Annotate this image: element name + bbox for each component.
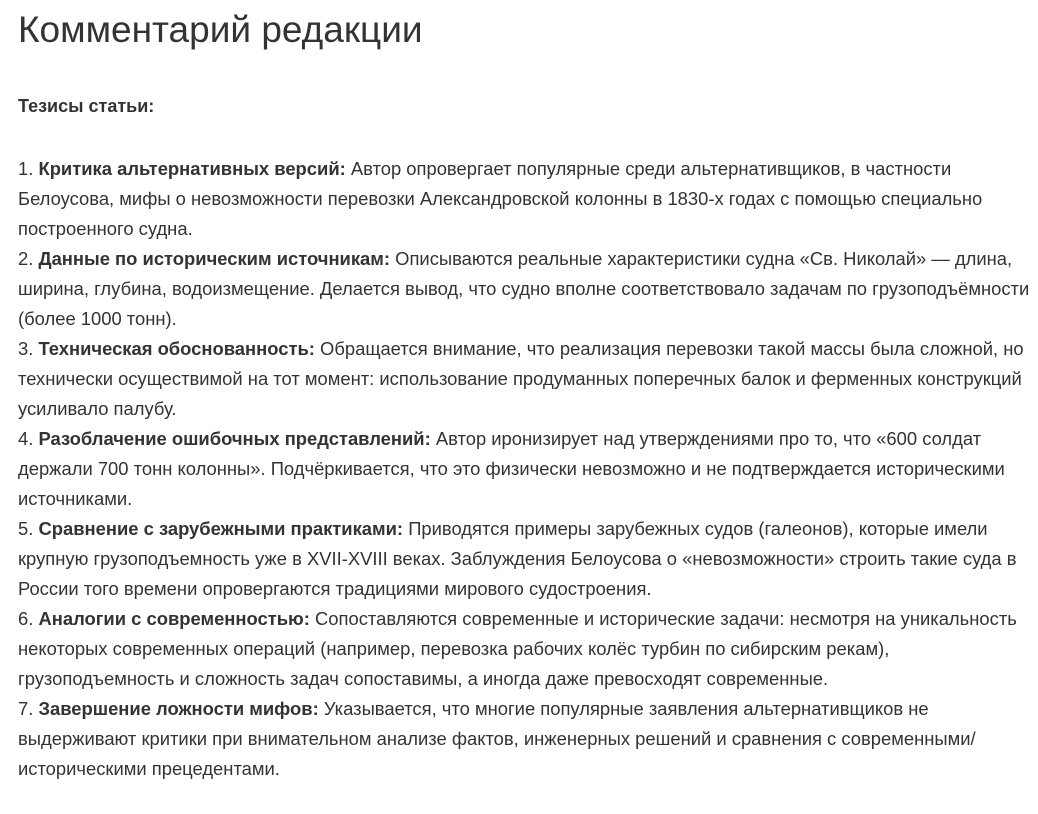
thesis-item <box>18 334 1030 424</box>
thesis-list <box>18 154 1030 784</box>
thesis-text: Обращается внимание, что реализация перевозки такой массы была сложной, но технически осуществимой на тот момент: использование продуманных поперечных балок и ферменных конструкций усиливало палубу. <box>18 338 1024 419</box>
thesis-number: 6. <box>18 608 34 629</box>
thesis-item <box>18 244 1030 334</box>
thesis-item <box>18 154 1030 244</box>
thesis-term: Критика альтернативных версий: <box>38 158 346 179</box>
thesis-item <box>18 514 1030 604</box>
thesis-item <box>18 694 1030 784</box>
thesis-number: 3. <box>18 338 34 359</box>
thesis-number: 2. <box>18 248 34 269</box>
thesis-term: Техническая обоснованность: <box>38 338 315 359</box>
thesis-term: Разоблачение ошибочных представлений: <box>38 428 431 449</box>
thesis-number: 4. <box>18 428 34 449</box>
thesis-text: Указывается, что многие популярные заявления альтернативщиков не выдерживают критики при внимательном анализе фактов, инженерных решений и сравнения с современными/историческими прецедентами. <box>18 698 976 779</box>
section-subtitle: Тезисы статьи: <box>18 96 155 116</box>
thesis-term: Сравнение с зарубежными практиками: <box>38 518 404 539</box>
thesis-item <box>18 424 1030 514</box>
thesis-text: Приводятся примеры зарубежных судов (галеонов), которые имели крупную грузоподъемность уже в XVII-XVIII веках. Заблуждения Белоусова о «невозможности» строить такие суда в России того времени опровергаются традициями мирового судостроения. <box>18 518 1017 599</box>
editorial-comment <box>18 0 1030 784</box>
thesis-number: 5. <box>18 518 34 539</box>
thesis-number: 1. <box>18 158 34 179</box>
thesis-term: Данные по историческим источникам: <box>38 248 391 269</box>
thesis-number: 7. <box>18 698 34 719</box>
thesis-text: Сопоставляются современные и исторические задачи: несмотря на уникальность некоторых современных операций (например, перевозка рабочих колёс турбин по сибирским рекам), грузоподъемность и сложность задач сопоставимы, а иногда даже превосходят современные. <box>18 608 1017 689</box>
thesis-term: Завершение ложности мифов: <box>38 698 319 719</box>
page-title: Комментарий редакции <box>18 9 423 50</box>
thesis-text: Описываются реальные характеристики судна «Св. Николай» — длина, ширина, глубина, водоизмещение. Делается вывод, что судно вполне соответствовало задачам по грузоподъёмности (более 1000 тонн). <box>18 248 1030 329</box>
thesis-item <box>18 604 1030 694</box>
thesis-term: Аналогии с современностью: <box>38 608 310 629</box>
thesis-text: Автор иронизирует над утверждениями про то, что «600 солдат держали 700 тонн колонны». Подчёркивается, что это физически невозможно и не подтверждается историческими источниками. <box>18 428 1005 509</box>
thesis-text: Автор опровергает популярные среди альтернативщиков, в частности Белоусова, мифы о невозможности перевозки Александровской колонны в 1830-х годах с помощью специально построенного судна. <box>18 158 983 239</box>
